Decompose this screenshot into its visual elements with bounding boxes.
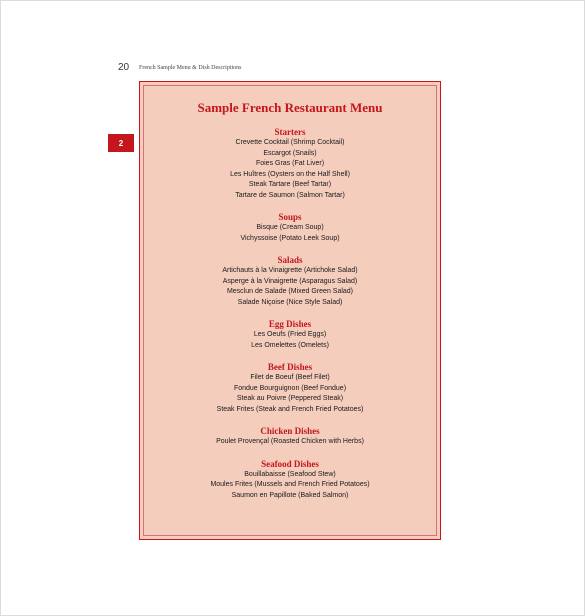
- section-egg-dishes: [140, 319, 440, 351]
- section-title: Beef Dishes: [267, 362, 313, 372]
- menu-item: Fondue Bourguignon (Beef Fondue): [233, 384, 347, 392]
- menu-item: Foies Gras (Fat Liver): [255, 160, 325, 167]
- section-title: Soups: [278, 212, 302, 222]
- section-items: [140, 266, 440, 308]
- menu-item: Asperge à la Vinaigrette (Asparagus Salad): [222, 277, 358, 285]
- section-title: Starters: [274, 127, 306, 137]
- menu-item: Saumon en Papillote (Baked Salmon): [231, 491, 349, 499]
- menu-item: Les Huîtres (Oysters on the Half Shell): [230, 170, 350, 178]
- section-salads: [140, 255, 440, 308]
- menu-item: Crevette Cocktail (Shrimp Cocktail): [235, 139, 345, 146]
- section-soups: [140, 212, 440, 244]
- menu-item: Bisque (Cream Soup): [256, 224, 324, 231]
- section-starters: [140, 127, 440, 201]
- menu-item: Steak Tartare (Beef Tartar): [248, 181, 332, 188]
- menu-sections: [140, 127, 440, 501]
- menu-box: [139, 81, 441, 540]
- section-title: Seafood Dishes: [261, 458, 319, 469]
- section-items: [140, 330, 440, 351]
- section-beef-dishes: [140, 362, 440, 415]
- section-seafood-dishes: [140, 459, 440, 502]
- menu-item: Filet de Boeuf (Beef Filet): [250, 374, 330, 381]
- section-items: [140, 470, 440, 502]
- menu-item: Vichyssoise (Potato Leek Soup): [240, 234, 340, 242]
- section-items: [140, 373, 440, 415]
- section-items: [140, 138, 440, 201]
- section-title: Salads: [277, 255, 303, 265]
- menu-item: Tartare de Saumon (Salmon Tartar): [235, 191, 345, 199]
- menu-title: Sample French Restaurant Menu: [197, 100, 383, 115]
- menu-item: Poulet Provençal (Roasted Chicken with Herbs): [216, 438, 364, 445]
- menu-item: Steak Frites (Steak and French Fried Potatoes): [216, 405, 364, 413]
- running-header: French Sample Menu & Dish Descriptions: [139, 65, 242, 71]
- menu-item: Salade Niçoise (Nice Style Salad): [237, 298, 343, 306]
- menu-item: Bouillabaisse (Seafood Stew): [244, 470, 336, 478]
- section-title: Chicken Dishes: [260, 426, 320, 436]
- section-items: [140, 223, 440, 244]
- page-number: 20: [118, 62, 130, 73]
- menu-item: Les Oeufs (Fried Eggs): [253, 331, 327, 338]
- menu-item: Steak au Poivre (Peppered Steak): [236, 395, 344, 402]
- section-items: [140, 437, 440, 448]
- menu-item: Artichauts à la Vinaigrette (Artichoke Salad): [222, 267, 358, 274]
- menu-item: Les Omelettes (Omelets): [251, 341, 329, 349]
- menu-item: Mesclun de Salade (Mixed Green Salad): [226, 288, 354, 295]
- section-title: Egg Dishes: [268, 319, 312, 329]
- chapter-tab: [108, 134, 134, 152]
- menu-item: Moules Frites (Mussels and French Fried Potatoes): [210, 481, 370, 488]
- section-chicken-dishes: [140, 426, 440, 448]
- menu-item: Escargot (Snails): [263, 149, 317, 157]
- chapter-tab-label: 2: [118, 138, 124, 148]
